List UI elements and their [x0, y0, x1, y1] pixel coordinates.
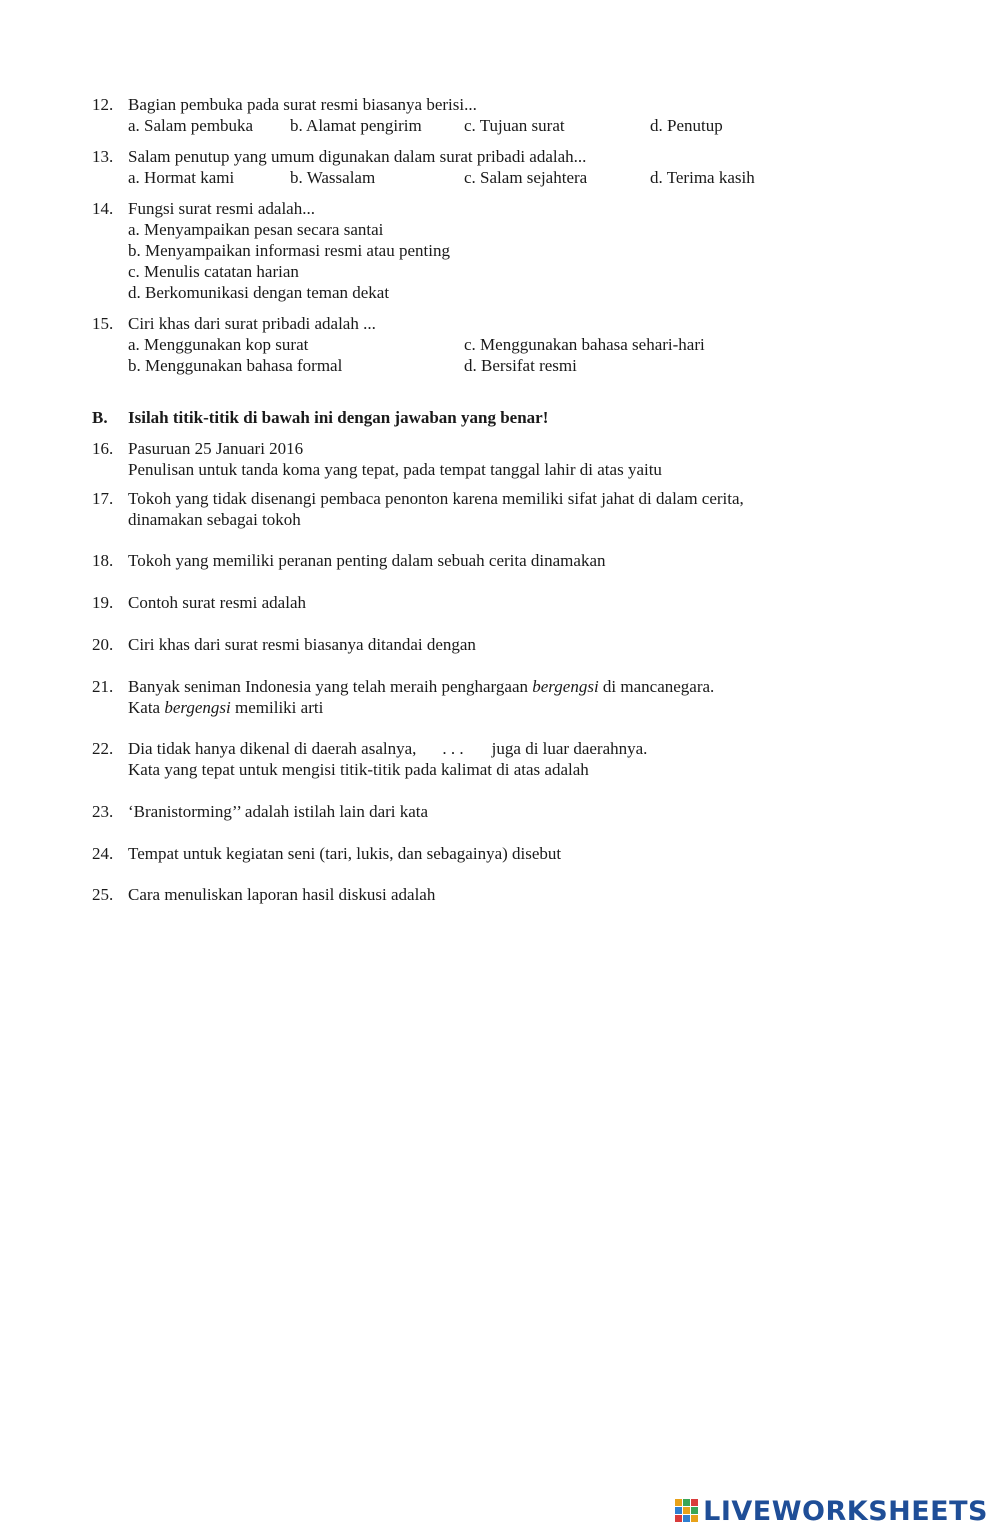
- option-a[interactable]: a. Hormat kami: [128, 168, 235, 187]
- question-number: 21.: [92, 677, 114, 696]
- question-number: 16.: [92, 439, 114, 458]
- liveworksheets-brand: [675, 1496, 988, 1526]
- question-number: 23.: [92, 802, 114, 821]
- question-text: Fungsi surat resmi adalah...: [128, 199, 315, 218]
- question-number: 20.: [92, 635, 114, 654]
- question-number: 18.: [92, 551, 114, 570]
- question-16: [92, 438, 852, 480]
- question-13: [92, 146, 852, 188]
- section-title: Isilah titik-titik di bawah ini dengan jawaban yang benar!: [128, 408, 549, 427]
- question-25: [92, 884, 852, 905]
- question-18: [92, 550, 852, 571]
- question-text: ‘Branistorming’’ adalah istilah lain dari kata: [128, 802, 429, 821]
- option-d[interactable]: d. Berkomunikasi dengan teman dekat: [128, 283, 390, 302]
- question-text: Kata bergengsi memiliki arti: [128, 698, 324, 717]
- question-text: Ciri khas dari surat resmi biasanya ditandai dengan: [128, 635, 476, 654]
- question-text: Salam penutup yang umum digunakan dalam surat pribadi adalah...: [128, 147, 587, 166]
- question-20: [92, 634, 852, 655]
- question-15: [92, 313, 852, 376]
- italic-word: bergengsi: [532, 677, 599, 696]
- question-number: 14.: [92, 199, 114, 218]
- question-23: [92, 801, 852, 822]
- question-number: 17.: [92, 489, 114, 508]
- option-a[interactable]: a. Salam pembuka: [128, 116, 254, 135]
- question-number: 24.: [92, 844, 114, 863]
- question-text: Cara menuliskan laporan hasil diskusi adalah: [128, 885, 436, 904]
- option-a[interactable]: a. Menggunakan kop surat: [128, 335, 309, 354]
- option-c[interactable]: c. Tujuan surat: [464, 116, 565, 135]
- option-d[interactable]: d. Bersifat resmi: [464, 356, 577, 375]
- question-number: 15.: [92, 314, 114, 333]
- question-text: Ciri khas dari surat pribadi adalah ...: [128, 314, 376, 333]
- question-text: Dia tidak hanya dikenal di daerah asalnya, . . . juga di luar daerahnya.: [128, 739, 648, 758]
- question-text: Tokoh yang memiliki peranan penting dalam sebuah cerita dinamakan: [128, 551, 606, 570]
- liveworksheets-logo-icon: [675, 1499, 699, 1523]
- question-text: Tempat untuk kegiatan seni (tari, lukis, dan sebagainya) disebut: [128, 844, 562, 863]
- option-a[interactable]: a. Menyampaikan pesan secara santai: [128, 220, 384, 239]
- question-21: [92, 676, 852, 718]
- blank-dots: . . .: [442, 739, 464, 758]
- question-number: 19.: [92, 593, 114, 612]
- question-number: 25.: [92, 885, 114, 904]
- brand-name: LIVEWORKSHEETS: [703, 1495, 988, 1527]
- section-letter: B.: [92, 408, 108, 427]
- option-b[interactable]: b. Menyampaikan informasi resmi atau penting: [128, 241, 450, 260]
- question-17: [92, 488, 852, 530]
- question-12: [92, 94, 852, 136]
- question-text: Kata yang tepat untuk mengisi titik-titik pada kalimat di atas adalah: [128, 760, 589, 779]
- question-19: [92, 592, 852, 613]
- option-c[interactable]: c. Menggunakan bahasa sehari-hari: [464, 335, 705, 354]
- question-14: [92, 198, 852, 303]
- option-c[interactable]: c. Salam sejahtera: [464, 168, 588, 187]
- question-22: [92, 738, 852, 780]
- question-text: dinamakan sebagai tokoh: [128, 510, 301, 529]
- italic-word: bergengsi: [164, 698, 231, 717]
- question-number: 12.: [92, 95, 114, 114]
- question-text: Contoh surat resmi adalah: [128, 593, 306, 612]
- question-text: Bagian pembuka pada surat resmi biasanya berisi...: [128, 95, 477, 114]
- option-d[interactable]: d. Terima kasih: [650, 168, 755, 187]
- option-b[interactable]: b. Menggunakan bahasa formal: [128, 356, 343, 375]
- question-text: Penulisan untuk tanda koma yang tepat, pada tempat tanggal lahir di atas yaitu: [128, 460, 662, 479]
- question-number: 22.: [92, 739, 114, 758]
- question-text: Banyak seniman Indonesia yang telah meraih penghargaan bergengsi di mancanegara.: [128, 677, 715, 696]
- question-24: [92, 843, 852, 864]
- option-b[interactable]: b. Wassalam: [290, 168, 376, 187]
- question-number: 13.: [92, 147, 114, 166]
- question-text: Tokoh yang tidak disenangi pembaca penonton karena memiliki sifat jahat di dalam cerita,: [128, 489, 744, 508]
- option-c[interactable]: c. Menulis catatan harian: [128, 262, 299, 281]
- option-d[interactable]: d. Penutup: [650, 116, 723, 135]
- question-text: Pasuruan 25 Januari 2016: [128, 439, 304, 458]
- option-b[interactable]: b. Alamat pengirim: [290, 116, 422, 135]
